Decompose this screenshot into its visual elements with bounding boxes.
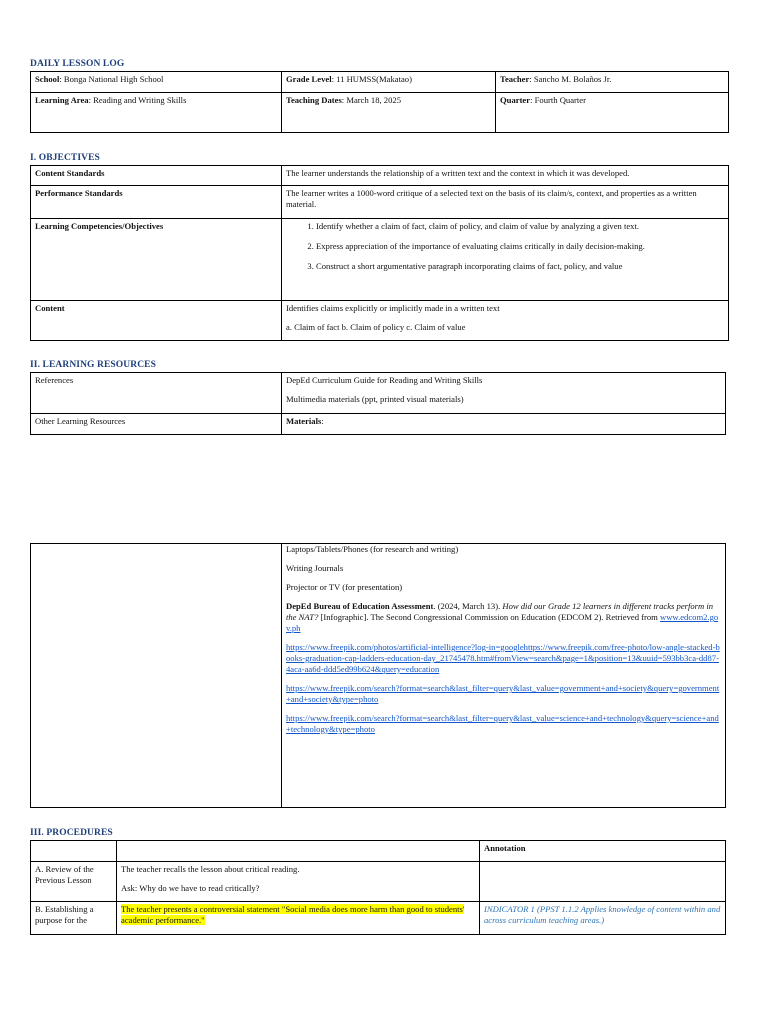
competencies-list bbox=[286, 221, 724, 272]
list-item: 3. Construct a short argumentative paragraph incorporating claims of fact, policy, and value bbox=[316, 261, 724, 272]
other-resources-label: Other Learning Resources bbox=[31, 414, 282, 435]
grade-cell: Grade Level: 11 HUMSS(Makatao) bbox=[282, 72, 496, 93]
purpose-highlighted-text: The teacher presents a controversial statement "Social media does more harm than good to students' academic performance." bbox=[121, 904, 465, 925]
competencies-cell bbox=[282, 219, 729, 301]
quarter-value: Fourth Quarter bbox=[534, 95, 586, 105]
review-line-1: The teacher recalls the lesson about critical reading. bbox=[121, 864, 300, 874]
indicator-cell bbox=[480, 902, 726, 935]
annotation-header: Annotation bbox=[480, 841, 726, 862]
procedures-table bbox=[30, 840, 726, 935]
school-label: School bbox=[35, 74, 60, 84]
grade-label: Grade Level bbox=[286, 74, 332, 84]
references-cell bbox=[282, 373, 726, 414]
purpose-label: B. Establishing a purpose for the bbox=[31, 902, 117, 935]
area-value: Reading and Writing Skills bbox=[93, 95, 187, 105]
reference-item: DepEd Curriculum Guide for Reading and Writing Skills bbox=[286, 375, 483, 385]
citation: DepEd Bureau of Education Assessment. (2024, March 13). How did our Grade 12 learners in different tracks perform in the NAT? [Infographic]. The Second Congressional Commission on Education (EDCOM 2). Retrieved from www.edcom2.gov.ph bbox=[286, 601, 719, 633]
materials-label: Materials bbox=[286, 416, 322, 426]
dates-cell: Teaching Dates: March 18, 2025 bbox=[282, 93, 496, 133]
content-standards-text: The learner understands the relationship of a written text and the context in which it was developed. bbox=[282, 166, 729, 186]
review-label: A. Review of the Previous Lesson bbox=[31, 862, 117, 902]
procedure-header-empty-2 bbox=[117, 841, 480, 862]
lesson-info-table bbox=[30, 71, 729, 133]
procedures-title: III. PROCEDURES bbox=[30, 828, 113, 838]
references-label: References bbox=[31, 373, 282, 414]
teacher-label: Teacher bbox=[500, 74, 530, 84]
learning-resources-title: II. LEARNING RESOURCES bbox=[30, 360, 156, 370]
material-item: Laptops/Tablets/Phones (for research and writing) bbox=[286, 544, 459, 554]
resources-continued-table bbox=[30, 543, 726, 808]
review-annotation-cell bbox=[480, 862, 726, 902]
area-label: Learning Area bbox=[35, 95, 89, 105]
freepik-link-2[interactable]: https://www.freepik.com/search?format=search&last_filter=query&last_value=government+and+society&query=government+and+society&type=photo bbox=[286, 683, 720, 704]
procedure-header-empty-1 bbox=[31, 841, 117, 862]
list-item: 1. Identify whether a claim of fact, claim of policy, and claim of value by analyzing a given text. bbox=[316, 221, 724, 232]
school-cell: School: Bonga National High School bbox=[31, 72, 282, 93]
content-standards-label: Content Standards bbox=[31, 166, 282, 186]
area-cell: Learning Area: Reading and Writing Skills bbox=[31, 93, 282, 133]
grade-value: 11 HUMSS(Makatao) bbox=[336, 74, 412, 84]
edcom-link[interactable]: www.edcom2.gov.ph bbox=[286, 612, 719, 633]
review-line-2: Ask: Why do we have to read critically? bbox=[121, 883, 260, 893]
resources-continued-cell bbox=[282, 544, 726, 808]
school-value: Bonga National High School bbox=[63, 74, 164, 84]
materials-cell: Materials: bbox=[282, 414, 726, 435]
material-item: Writing Journals bbox=[286, 563, 344, 573]
content-line-2: a. Claim of fact b. Claim of policy c. Claim of value bbox=[286, 322, 466, 332]
daily-lesson-log-title: DAILY LESSON LOG bbox=[30, 59, 125, 69]
content-label: Content bbox=[31, 301, 282, 341]
freepik-link-1[interactable]: https://www.freepik.com/photos/artificial-intelligence?log-in=googlehttps://www.freepik.com/free-photo/low-angle-stacked-books-graduation-cap-ladders-education-day_21745478.htm#fromView=search&page=1&position=13&uuid=593bb3ca-dd87-4aca-aa6d-ddd5ed99b624&query=education bbox=[286, 642, 720, 674]
objectives-table bbox=[30, 165, 729, 341]
competencies-label: Learning Competencies/Objectives bbox=[31, 219, 282, 301]
purpose-cell bbox=[117, 902, 480, 935]
quarter-cell: Quarter: Fourth Quarter bbox=[496, 93, 729, 133]
material-item: Projector or TV (for presentation) bbox=[286, 582, 403, 592]
content-line-1: Identifies claims explicitly or implicitly made in a written text bbox=[286, 303, 500, 313]
objectives-title: I. OBJECTIVES bbox=[30, 153, 100, 163]
resources-continued-empty-cell bbox=[31, 544, 282, 808]
freepik-link-3[interactable]: https://www.freepik.com/search?format=search&last_filter=query&last_value=science+and+technology&query=science+and+technology&type=photo bbox=[286, 713, 719, 734]
indicator-annotation: INDICATOR 1 (PPST 1.1.2 Applies knowledge of content within and across curriculum teaching areas.) bbox=[484, 904, 721, 925]
teacher-cell: Teacher: Sancho M. Bolaños Jr. bbox=[496, 72, 729, 93]
teacher-value: Sancho M. Bolaños Jr. bbox=[533, 74, 612, 84]
performance-standards-text: The learner writes a 1000-word critique of a selected text on the basis of its claim/s, context, and properties as a written material. bbox=[282, 186, 729, 219]
quarter-label: Quarter bbox=[500, 95, 531, 105]
review-cell bbox=[117, 862, 480, 902]
dates-value: March 18, 2025 bbox=[346, 95, 401, 105]
dates-label: Teaching Dates bbox=[286, 95, 342, 105]
reference-item: Multimedia materials (ppt, printed visual materials) bbox=[286, 394, 464, 404]
list-item: 2. Express appreciation of the importance of evaluating claims critically in daily decision-making. bbox=[316, 241, 724, 252]
performance-standards-label: Performance Standards bbox=[31, 186, 282, 219]
resources-table bbox=[30, 372, 726, 435]
content-cell bbox=[282, 301, 729, 341]
